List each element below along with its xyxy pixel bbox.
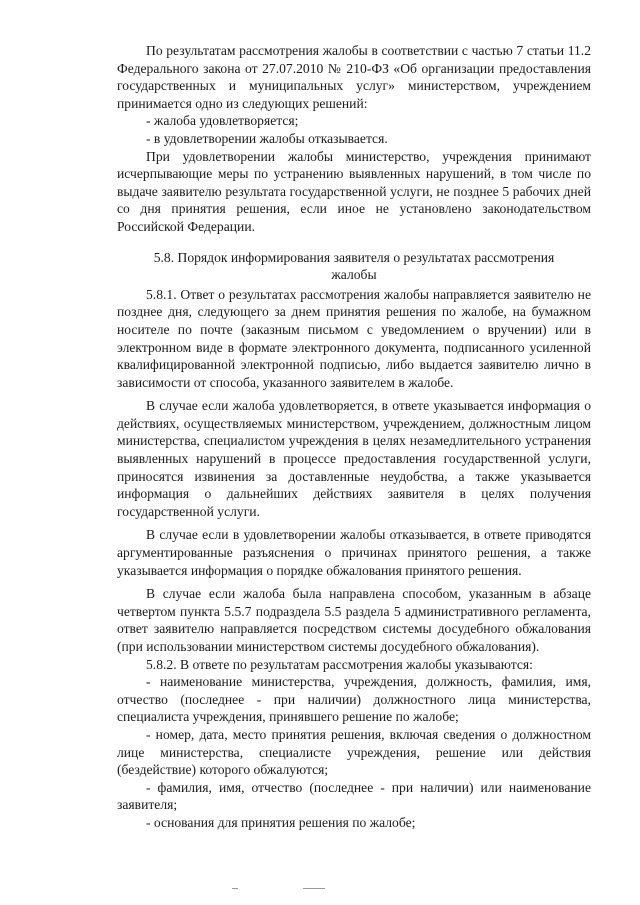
list-item: - наименование министерства, учреждения, должность, фамилия, имя, отчество (последнее - при наличии) должностного лица министерства, специалиста учреждения, принявшего решение по жалобе; — [117, 674, 591, 725]
document-body — [117, 42, 591, 832]
list-item: - фамилия, имя, отчество (последнее - при наличии) или наименование заявителя; — [117, 779, 591, 813]
paragraph-if-refused: В случае если в удовлетворении жалобы отказывается, в ответе приводятся аргументированные разъяснения о причинах принятого решения, а также указывается информация о порядке обжалования принятого решения. — [117, 527, 591, 578]
paragraph-decision-basis: По результатам рассмотрения жалобы в соответствии с частью 7 статьи 11.2 Федерального закона от 27.07.2010 № 210-ФЗ «Об организации предоставления государственных и муниципальных услуг» министерством, учреждением принимается одно из следующих решений: — [117, 43, 591, 111]
list-item: - основания для принятия решения по жалобе; — [146, 814, 416, 830]
paragraph-if-satisfied: В случае если жалоба удовлетворяется, в ответе указывается информация о действиях, осуществляемых министерством, учреждением, должностным лицом министерства, специалистом учреждения в целях незамедлительного устранения выявленных нарушений в процессе предоставления государственной услуги, приносятся извинения за доставленные неудобства, а также указывается информация о дальнейших действиях заявителя в целях получения государственной услуги. — [117, 398, 591, 519]
paragraph-remedy-measures: При удовлетворении жалобы министерство, учреждения принимают исчерпывающие меры по устранению выявленных нарушений, в том числе по выдаче заявителю результата государственной услуги, не позднее 5 рабочих дней со дня принятия решения, если иное не установлено законодательством Российской Федерации. — [117, 148, 591, 234]
list-item: - номер, дата, место принятия решения, включая сведения о должностном лице министерства, специалисте учреждения, решение или действия (бездействие) которого обжалуются; — [117, 726, 591, 778]
paragraph-5-8-1: 5.8.1. Ответ о результатах рассмотрения жалобы направляется заявителю не позднее дня, следующего за днем принятия решения по жалобе, на бумажном носителе по почте (заказным письмом с уведомлением о вручении) или в электронном виде в формате электронного документа, подписанного усиленной квалифицированной электронной подписью, либо выдается заявителю лично в зависимости от способа, указанного заявителем в жалобе. — [117, 286, 591, 390]
paragraph-5-8-2: 5.8.2. В ответе по результатам рассмотрения жалобы указываются: — [146, 656, 533, 672]
scan-artifact-mark — [232, 888, 238, 889]
list-item-satisfied: - жалоба удовлетворяется; — [146, 113, 299, 129]
list-item-refused: - в удовлетворении жалобы отказывается. — [146, 130, 388, 146]
scan-artifact-mark — [303, 888, 325, 889]
paragraph-pre-trial-system: В случае если жалоба была направлена способом, указанным в абзаце четвертом пункта 5.5.7 подраздела 5.5 раздела 5 административного регламента, ответ заявителю направляется посредством системы досудебного обжалования (при использовании министерством системы досудебного обжалования). — [117, 586, 591, 654]
section-heading-5-8: 5.8. Порядок информирования заявителя о результатах рассмотрения жалобы — [153, 249, 555, 283]
